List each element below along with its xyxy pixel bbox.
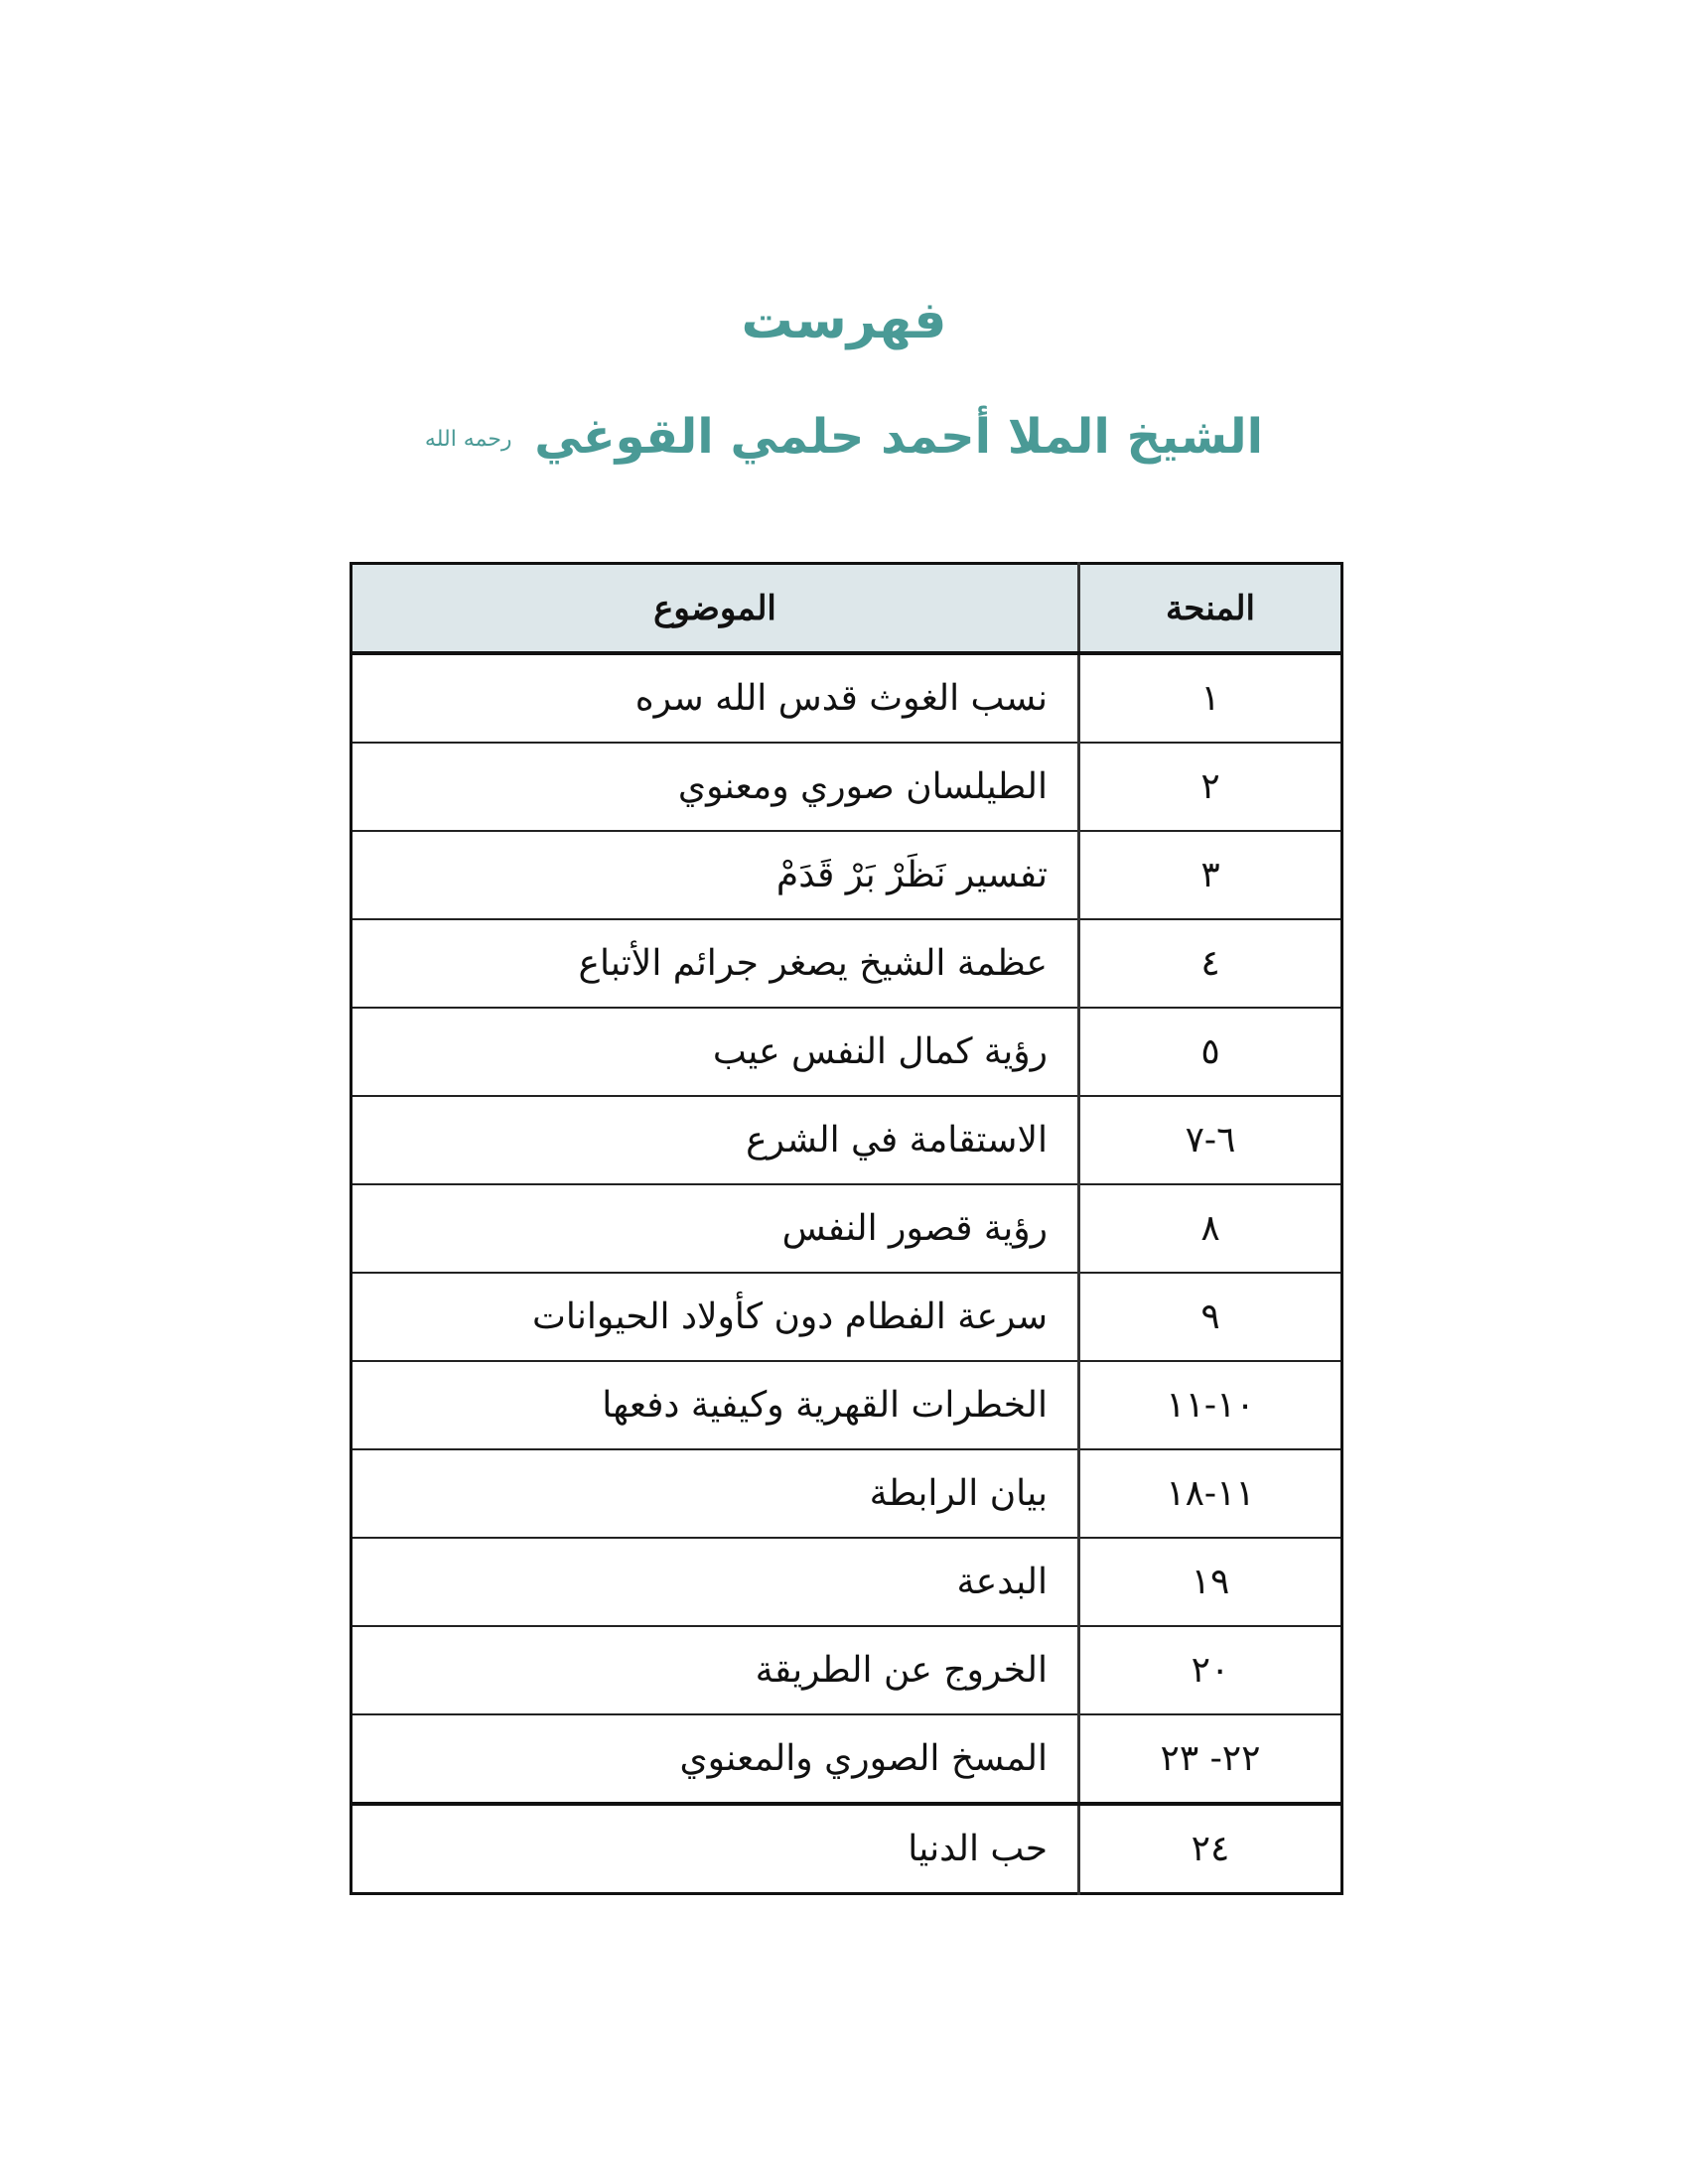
page-number: ٢٠ (1079, 1626, 1342, 1714)
table-row (352, 1538, 1342, 1626)
page-number: ٣ (1079, 831, 1342, 919)
table-header-row (352, 564, 1342, 654)
topic-title: سرعة الفطام دون كأولاد الحيوانات (352, 1273, 1079, 1361)
topic-title: البدعة (352, 1538, 1079, 1626)
topic-title: الخطرات القهرية وكيفية دفعها (352, 1361, 1079, 1449)
topic-title: بيان الرابطة (352, 1449, 1079, 1538)
topic-title: الخروج عن الطريقة (352, 1626, 1079, 1714)
topic-title: عظمة الشيخ يصغر جرائم الأتباع (352, 919, 1079, 1008)
page-title: فهرست (741, 291, 947, 350)
page-number: ٢ (1079, 743, 1342, 831)
page-number: ٢٢- ٢٣ (1079, 1714, 1342, 1804)
table-row (352, 1714, 1342, 1804)
topic-title: نسب الغوث قدس الله سره (352, 653, 1079, 743)
page-number: ٩ (1079, 1273, 1342, 1361)
subtitle-text: الشيخ الملا أحمد حلمي القوغي (534, 409, 1264, 465)
topic-title: الطيلسان صوري ومعنوي (352, 743, 1079, 831)
toc-table (350, 562, 1343, 1895)
table-row (352, 1184, 1342, 1273)
topic-title: رؤية كمال النفس عيب (352, 1008, 1079, 1096)
table-row (352, 1008, 1342, 1096)
topic-title: المسخ الصوري والمعنوي (352, 1714, 1079, 1804)
page-number: ٦-٧ (1079, 1096, 1342, 1184)
table-row (352, 653, 1342, 743)
topic-title: رؤية قصور النفس (352, 1184, 1079, 1273)
table-row (352, 1096, 1342, 1184)
table-row (352, 1273, 1342, 1361)
page-subtitle (0, 392, 1688, 481)
header-topic: الموضوع (352, 564, 1079, 654)
page-number: ١ (1079, 653, 1342, 743)
page-number: ١٩ (1079, 1538, 1342, 1626)
table-row (352, 919, 1342, 1008)
page-number: ٨ (1079, 1184, 1342, 1273)
table-row (352, 743, 1342, 831)
table-row (352, 1449, 1342, 1538)
table-row (352, 831, 1342, 919)
honorific-mark: رحمه الله (424, 427, 512, 452)
table-row (352, 1626, 1342, 1714)
page-number: ٢٤ (1079, 1804, 1342, 1894)
topic-title: تفسير نَظَرْ بَرْ قَدَمْ (352, 831, 1079, 919)
header-page: المنحة (1079, 564, 1342, 654)
page-number: ٤ (1079, 919, 1342, 1008)
table-row (352, 1361, 1342, 1449)
topic-title: الاستقامة في الشرع (352, 1096, 1079, 1184)
page-number: ١١-١٨ (1079, 1449, 1342, 1538)
page-number: ٥ (1079, 1008, 1342, 1096)
table-row (352, 1804, 1342, 1894)
page-number: ١٠-١١ (1079, 1361, 1342, 1449)
topic-title: حب الدنيا (352, 1804, 1079, 1894)
